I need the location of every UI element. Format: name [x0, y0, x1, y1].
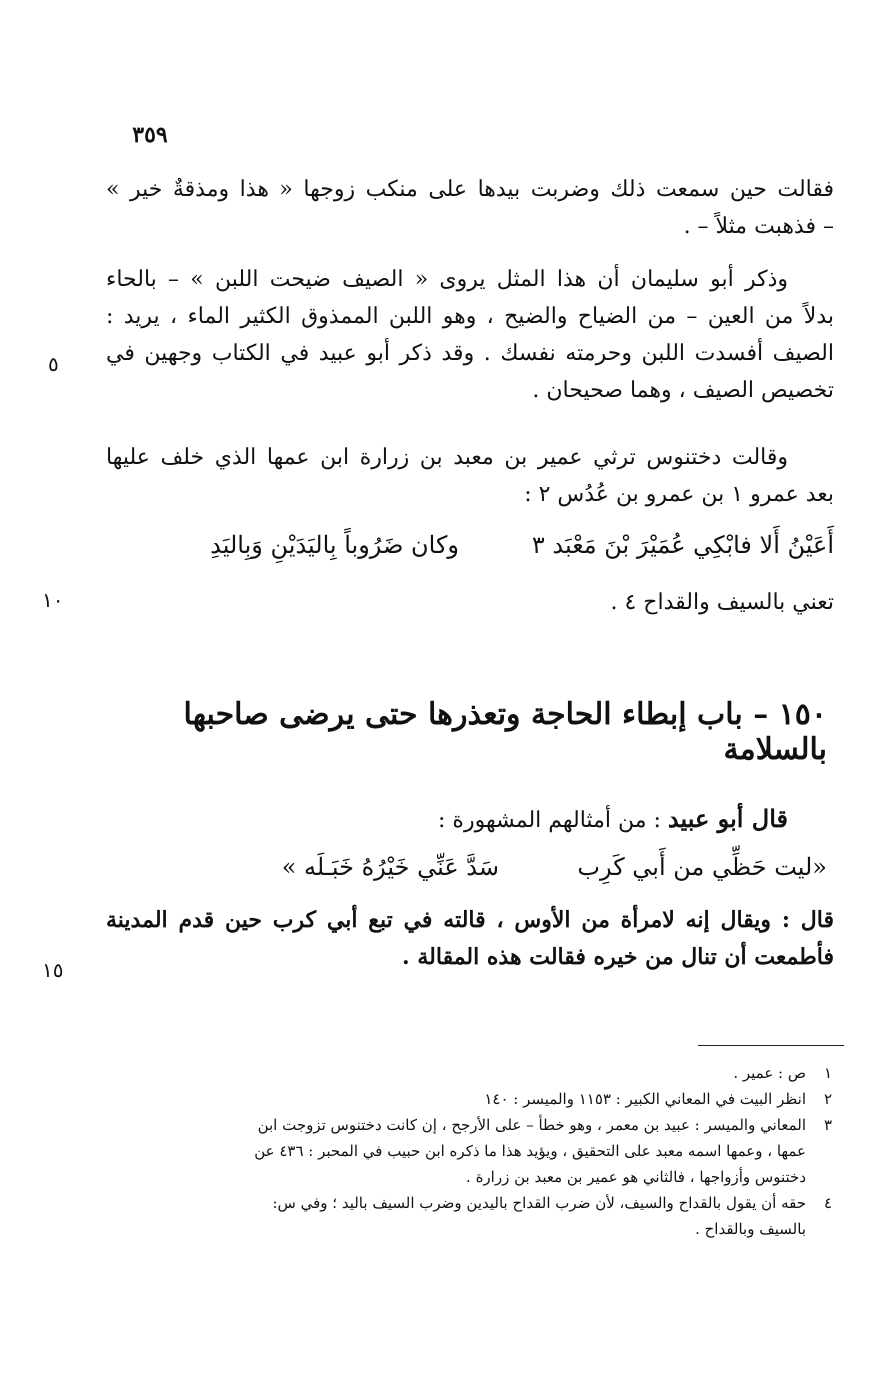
verse-2	[67, 853, 827, 881]
footnote-4-line-1: حقه أن يقول بالقداح والسيف، لأن ضرب القداح باليدين وضرب السيف باليد ؛ وفي س:	[272, 1194, 806, 1212]
footnote-1-line-1: ص : عمير .	[733, 1064, 806, 1082]
page-number: ٣٥٩	[132, 122, 168, 148]
footnote-3-line-3: دختنوس وأزواجها ، فالثاني هو عمير بن معبد بن زرارة .	[466, 1168, 806, 1186]
footnote-4-line-2: بالسيف وبالقداح .	[695, 1220, 806, 1238]
footnote-4-number: ٤	[823, 1194, 832, 1212]
footnote-separator	[698, 1045, 844, 1046]
footnote-3-number: ٣	[823, 1116, 832, 1134]
footnote-3	[100, 1112, 832, 1190]
paragraph-5-text: : من أمثالهم المشهورة :	[438, 808, 661, 833]
margin-line-number-10: ١٠	[42, 588, 64, 612]
paragraph-2-line-2: بدلاً من العين – من الضياح والضيح ، وهو اللبن الممذوق الكثير الماء ، يريد :	[106, 304, 834, 329]
paragraph-6	[106, 902, 834, 976]
paragraph-3-line-1: وقالت دختنوس ترثي عمير بن معبد بن زرارة ابن عمها الذي خلف عليها	[106, 445, 788, 470]
paragraph-6-line-1: قال : ويقال إنه لامرأة من الأوس ، قالته في تبع أبي كرب حين قدم المدينة	[106, 907, 834, 933]
paragraph-1-line-1: فقالت حين سمعت ذلك وضربت بيدها على منكب زوجها « هذا ومذقةٌ خير »	[106, 177, 834, 202]
footnotes	[100, 1060, 832, 1242]
verse-2-first-hemistich: «ليت حَظِّي من أَبي كَرِب	[577, 853, 827, 881]
paragraph-1	[106, 171, 834, 245]
verse-1-second-hemistich: وكان ضَرُوباً بِاليَدَيْنِ وَبِاليَدِ	[210, 531, 459, 559]
paragraph-3-line-2: بعد عمرو ١ بن عمرو بن عُدُس ٢ :	[524, 482, 834, 507]
paragraph-1-line-2: – فذهبت مثلاً – .	[683, 214, 834, 239]
speaker-name: قال أبو عبيد	[667, 804, 788, 833]
footnote-1	[100, 1060, 832, 1086]
paragraph-2	[106, 261, 834, 409]
footnote-2	[100, 1086, 832, 1112]
footnote-1-number: ١	[823, 1064, 832, 1082]
paragraph-2-line-4: تخصيص الصيف ، وهما صحيحان .	[532, 378, 834, 403]
paragraph-4: تعني بالسيف والقداح ٤ .	[610, 590, 834, 615]
verse-1-first-hemistich: أَعَيْنُ أَلا فابْكِي عُمَيْرَ بْنَ مَعْبَد ٣	[531, 531, 834, 559]
chapter-heading: ١٥٠ – باب إبطاء الحاجة وتعذرها حتى يرضى صاحبها بالسلامة	[183, 697, 827, 767]
footnote-2-line-1: انظر البيت في المعاني الكبير : ١١٥٣ والميسر : ١٤٠	[484, 1090, 806, 1108]
paragraph-2-line-3: الصيف أفسدت اللبن وحرمته نفسك . وقد ذكر أبو عبيد في الكتاب وجهين في	[106, 341, 834, 366]
verse-1	[74, 531, 834, 559]
paragraph-3	[106, 439, 834, 513]
paragraph-5	[106, 800, 834, 839]
footnote-2-number: ٢	[823, 1090, 832, 1108]
footnote-3-line-2: عمها ، وعمها اسمه معبد على التحقيق ، ويؤيد هذا ما ذكره ابن حبيب في المحبر : ٤٣٦ عن	[254, 1142, 806, 1160]
margin-line-number-5: ٥	[48, 352, 59, 376]
footnote-3-line-1: المعاني والميسر : عبيد بن معمر ، وهو خطأ – على الأرجح ، إن كانت دختنوس تزوجت ابن	[257, 1116, 806, 1134]
footnote-4	[100, 1190, 832, 1242]
paragraph-2-line-1: وذكر أبو سليمان أن هذا المثل يروى « الصيف ضيحت اللبن » – بالحاء	[106, 267, 788, 292]
paragraph-6-line-2: فأطمعت أن تنال من خيره فقالت هذه المقالة .	[402, 944, 834, 970]
margin-line-number-15: ١٥	[42, 958, 64, 982]
verse-2-second-hemistich: سَدَّ عَنِّي خَيْرُهُ خَبَـلَه »	[281, 853, 499, 881]
